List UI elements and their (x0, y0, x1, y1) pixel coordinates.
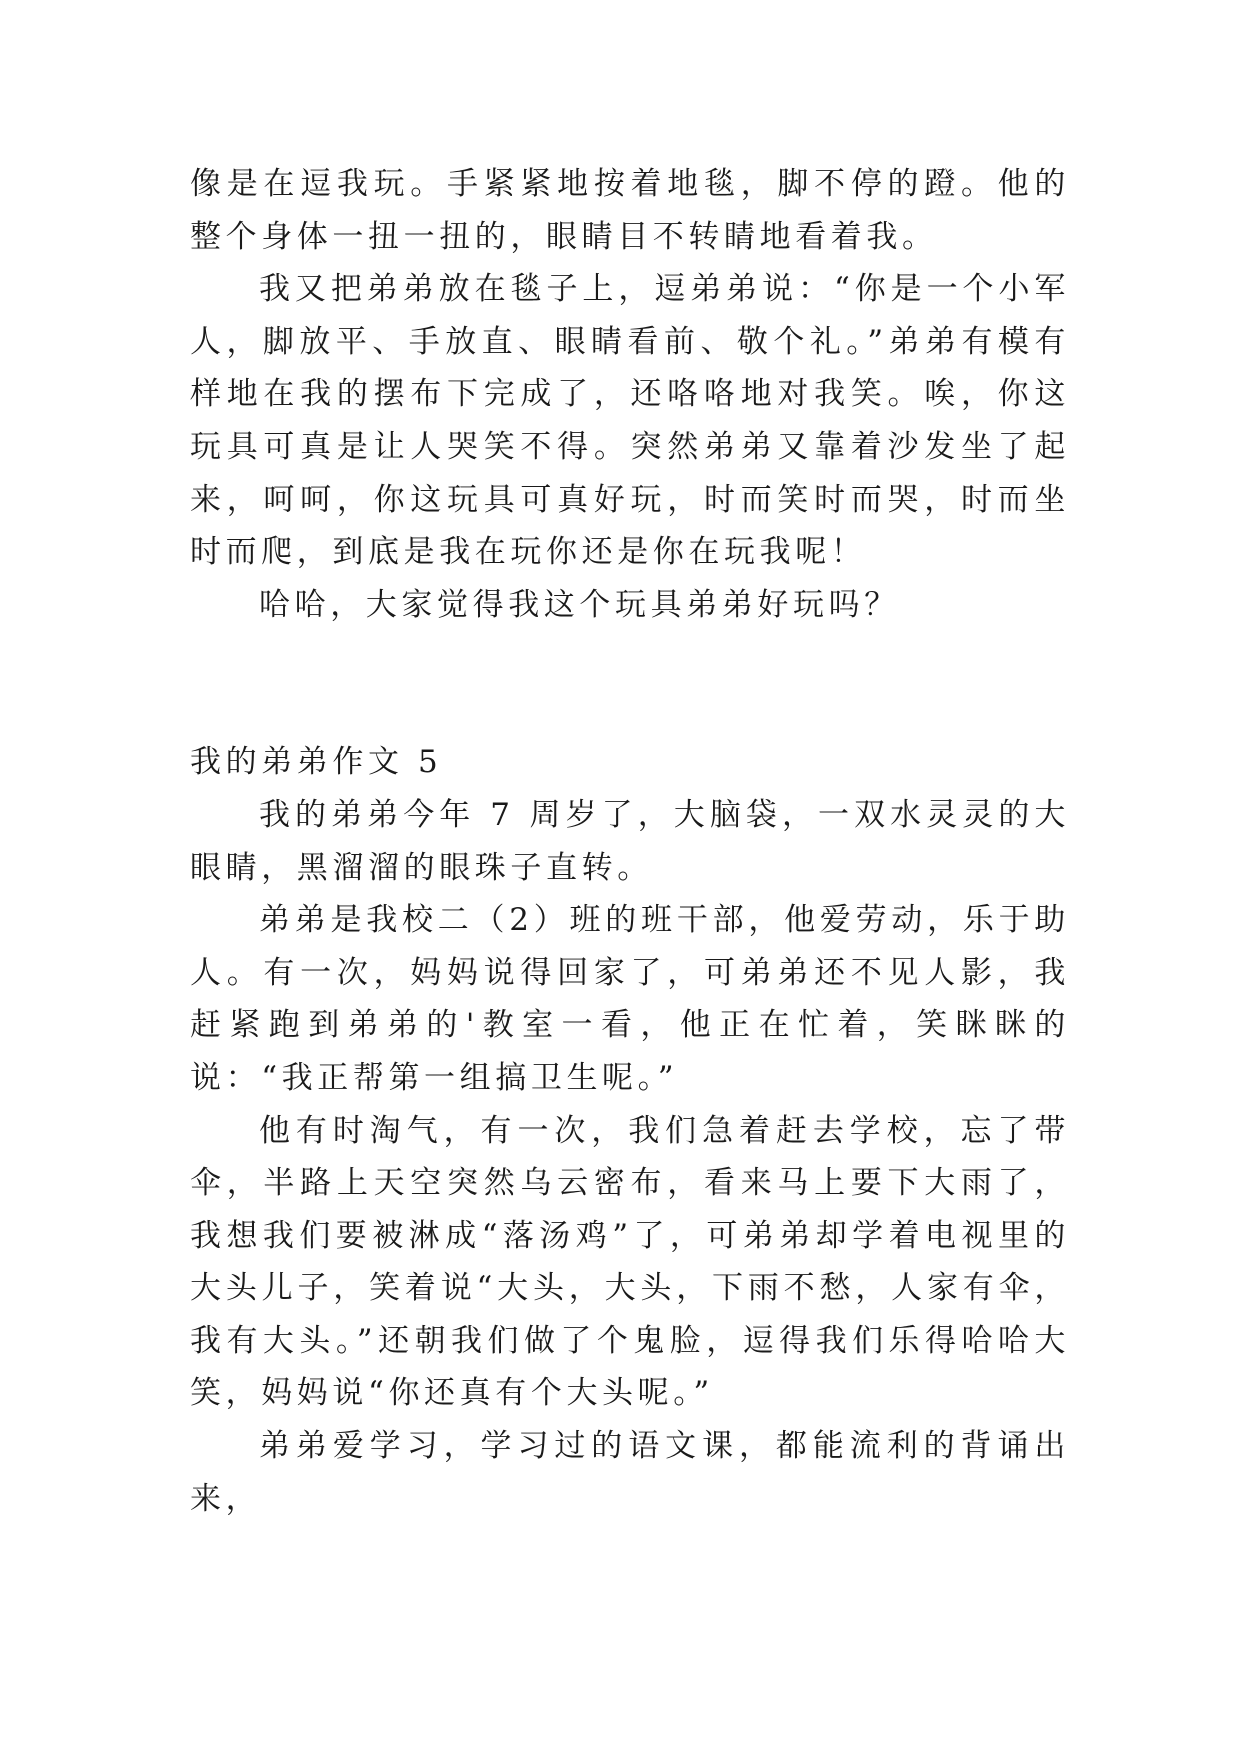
section-title: 我的弟弟作文 5 (190, 744, 443, 781)
paragraph: 哈哈，大家觉得我这个玩具弟弟好玩吗？ (259, 586, 900, 623)
paragraph: 我的弟弟今年 7 周岁了，大脑袋，一双水灵灵的大眼睛，黑溜溜的眼珠子直转。 (190, 796, 1070, 886)
document-body (190, 158, 1070, 1525)
paragraph: 我又把弟弟放在毯子上，逗弟弟说：“你是一个小军人，脚放平、手放直、眼睛看前、敬个礼。”弟弟有模有样地在我的摆布下完成了，还咯咯地对我笑。唉，你这玩具可真是让人哭笑不得。突然弟弟又靠着沙发坐了起来，呵呵，你这玩具可真好玩，时而笑时而哭，时而坐时而爬，到底是我在玩你还是你在玩我呢！ (190, 271, 1070, 571)
paragraph: 他有时淘气，有一次，我们急着赶去学校，忘了带伞，半路上天空突然乌云密布，看来马上要下大雨了，我想我们要被淋成“落汤鸡”了，可弟弟却学着电视里的大头儿子，笑着说“大头，大头，下雨不愁，人家有伞，我有大头。”还朝我们做了个鬼脸，逗得我们乐得哈哈大笑，妈妈说“你还真有个大头呢。” (190, 1112, 1070, 1412)
paragraph-continuation: 像是在逗我玩。手紧紧地按着地毯，脚不停的蹬。他的整个身体一扭一扭的，眼睛目不转睛地看着我。 (190, 166, 1070, 255)
paragraph: 弟弟爱学习，学习过的语文课，都能流利的背诵出来， (190, 1428, 1070, 1517)
paragraph: 弟弟是我校二（2）班的班干部，他爱劳动，乐于助人。有一次，妈妈说得回家了，可弟弟还不见人影，我赶紧跑到弟弟的'教室一看，他正在忙着，笑眯眯的说：“我正帮第一组搞卫生呢。” (190, 902, 1070, 1096)
